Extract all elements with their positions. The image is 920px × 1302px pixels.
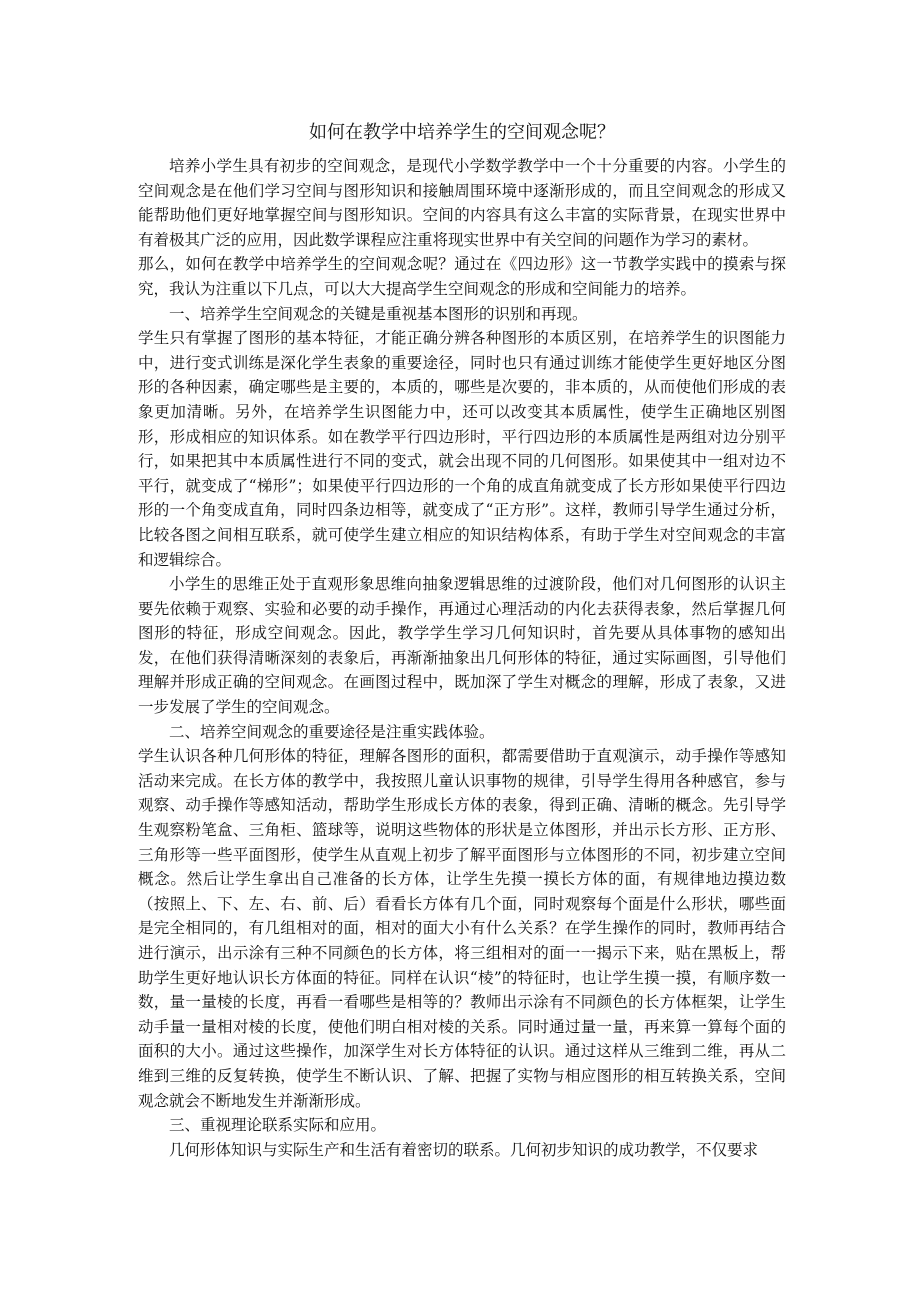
- document-page: [138, 118, 786, 1162]
- section-heading-3: 三、重视理论联系实际和应用。: [169, 1116, 387, 1135]
- paragraph-section-2-body: 学生认识各种几何形体的特征，理解各图形的面积，都需要借助于直观演示，动手操作等感知活动来完成。在长方体的教学中，我按照儿童认识事物的规律，引导学生得用各种感官，参与观察、动手操作等感知活动，帮助学生形成长方体的表象，得到正确、清晰的概念。先引导学生观察粉笔盒、三角柜、篮球等，说明这些物体的形状是立体图形，并出示长方形、正方形、三角形等一些平面图形，使学生从直观上初步了解平面图形与立体图形的不同，初步建立空间概念。然后让学生拿出自己准备的长方体，让学生先摸一摸长方体的面，有规律地边摸边数（按照上、下、左、右、前、后）看看长方体有几个面，同时观察每个面是什么形状，哪些面是完全相同的，有几组相对的面，相对的面大小有什么关系？在学生操作的同时，教师再结合进行演示，出示涂有三种不同颜色的长方体，将三组相对的面一一揭示下来，贴在黑板上，帮助学生更好地认识长方体面的特征。同样在认识“棱”的特征时，也让学生摸一摸，有顺序数一数，量一量棱的长度，再看一看哪些是相等的？教师出示涂有不同颜色的长方体框架，让学生动手量一量相对棱的长度，使他们明白相对棱的关系。同时通过量一量，再来算一算每个面的面积的大小。通过这些操作，加深学生对长方体特征的认识。通过这样从三维到二维，再从二维到三维的反复转换，使学生不断认识、了解、把握了实物与相应图形的相互转换关系，空间观念就会不断地发生并渐渐形成。: [138, 747, 786, 1110]
- paragraph-section-3-body: 几何形体知识与实际生产和生活有着密切的联系。几何初步知识的成功教学，不仅要求: [169, 1140, 759, 1159]
- paragraph-section-1-body: 学生只有掌握了图形的基本特征，才能正确分辨各种图形的本质区别，在培养学生的识图能力中，进行变式训练是深化学生表象的重要途径，同时也只有通过训练才能使学生更好地区分图形的各种因素，确定哪些是主要的，本质的，哪些是次要的，非本质的，从而使他们形成的表象更加清晰。另外，在培养学生识图能力中，还可以改变其本质属性，使学生正确地区别图形，形成相应的知识体系。如在教学平行四边形时，平行四边形的本质属性是两组对边分别平行，如果把其中本质属性进行不同的变式，就会出现不同的几何图形。如果使其中一组对边不平行，就变成了“梯形”；如果使平行四边形的一个角的成直角就变成了长方形如果使平行四边形的一个角变成直角，同时四条边相等，就变成了“正方形”。这样，教师引导学生通过分析，比较各图之间相互联系，就可使学生建立相应的知识结构体系，有助于学生对空间观念的丰富和逻辑综合。: [138, 329, 786, 569]
- section-heading-1: 一、培养学生空间观念的关键是重视基本图形的识别和再现。: [169, 304, 588, 323]
- paragraph-intro: 培养小学生具有初步的空间观念，是现代小学数学教学中一个十分重要的内容。小学生的空间观念是在他们学习空间与图形知识和接触周围环境中逐渐形成的，而且空间观念的形成又能帮助他们更好地掌握空间与图形知识。空间的内容具有这么丰富的实际背景，在现实世界中有着极其广泛的应用，因此数学课程应注重将现实世界中有关空间的问题作为学习的素材。: [138, 157, 786, 249]
- document-title: 如何在教学中培养学生的空间观念呢？: [309, 122, 615, 143]
- section-heading-2: 二、培养空间观念的重要途径是注重实践体验。: [169, 722, 495, 741]
- paragraph-section-1-thinking: 小学生的思维正处于直观形象思维向抽象逻辑思维的过渡阶段，他们对几何图形的认识主要先依赖于观察、实验和必要的动手操作，再通过心理活动的内化去获得表象，然后掌握几何图形的特征，形成空间观念。因此，教学学生学习几何知识时，首先要从具体事物的感知出发，在他们获得清晰深刻的表象后，再渐渐抽象出几何形体的特征，通过实际画图，引导他们理解并形成正确的空间观念。在画图过程中，既加深了学生对概念的理解，形成了表象，又进一步发展了学生的空间观念。: [138, 575, 786, 717]
- paragraph-question: 那么，如何在教学中培养学生的空间观念呢？通过在《四边形》这一节教学实践中的摸索与探究，我认为注重以下几点，可以大大提高学生空间观念的形成和空间能力的培养。: [138, 255, 786, 298]
